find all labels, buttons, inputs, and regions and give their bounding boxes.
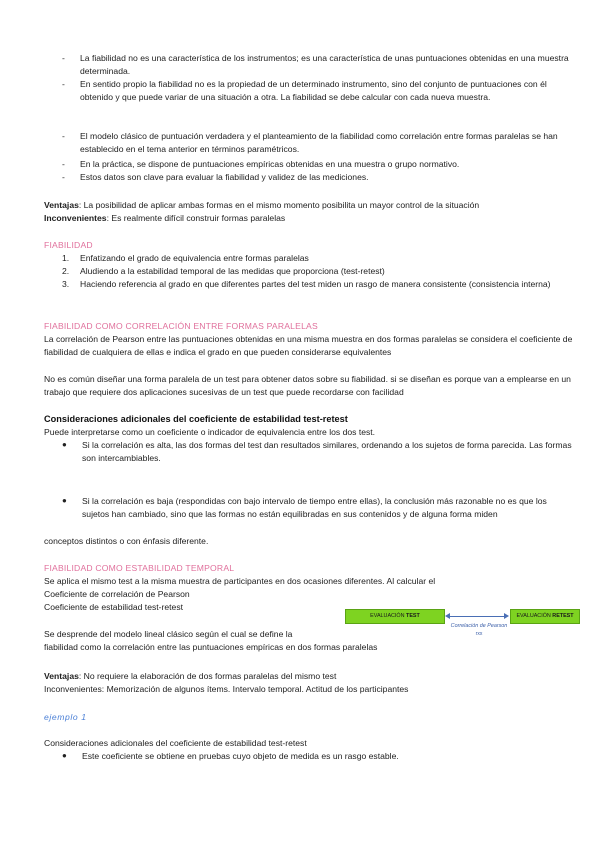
box-prefix: EVALUACIÓN	[516, 613, 551, 619]
paragraph: No es común diseñar una forma paralela de un test para obtener datos sobre su fiabilidad. si se diseñan es porque van a emplearse en un trabajo que requiere dos aplicaciones sucesivas de un test que puede recordarse con facilidad	[44, 374, 571, 397]
bullet-icon: ●	[62, 440, 67, 449]
ventajas-line	[44, 670, 574, 683]
list-item-text: Enfatizando el grado de equivalencia entre formas paralelas	[80, 253, 309, 263]
dash-marker: -	[62, 53, 65, 63]
paragraph: Consideraciones adicionales del coeficiente de estabilidad test-retest	[44, 738, 307, 748]
arrow-right-icon	[504, 613, 509, 619]
inconvenientes-label: Inconvenientes	[44, 213, 107, 223]
list-number: 2.	[62, 266, 70, 276]
list-item-text: En sentido propio la fiabilidad no es la propiedad de un determinado instrumento, sino del conjunto de puntuaciones con él obtenido y que puede variar de una situación a otra. La fiabilidad se debe calcular con cada nueva muestra.	[80, 79, 547, 102]
arrow-line	[449, 616, 505, 617]
list-item-text: Aludiendo a la estabilidad temporal de las medidas que proporciona (test-retest)	[80, 266, 385, 276]
paragraph: conceptos distintos o con énfasis diferente.	[44, 536, 209, 546]
ventajas-label: Ventajas	[44, 200, 79, 210]
paragraph: fiabilidad como la correlación entre las puntuaciones empíricas en dos formas paralelas	[44, 642, 378, 652]
test-retest-diagram	[345, 609, 580, 643]
list-item-text: Estos datos son clave para evaluar la fiabilidad y validez de las mediciones.	[80, 172, 369, 182]
dash-marker: -	[62, 159, 65, 169]
paragraph: Coeficiente de correlación de Pearson	[44, 589, 190, 599]
dash-marker: -	[62, 131, 65, 141]
bullet-icon: ●	[62, 496, 67, 505]
example-link[interactable]: ejemplo 1	[44, 712, 87, 722]
list-item-text: El modelo clásico de puntuación verdadera y el planteamiento de la fiabilidad como correlación entre formas paralelas se han establecido en el tema anterior en términos paramétricos.	[80, 131, 558, 154]
paragraph: Se aplica el mismo test a la misma muestra de participantes en dos ocasiones diferentes. Al calcular el	[44, 576, 436, 586]
arrow-label: Correlación de Pearson	[450, 623, 508, 629]
section-heading-formas-paralelas: FIABILIDAD COMO CORRELACIÓN ENTRE FORMAS PARALELAS	[44, 321, 318, 331]
list-item-text: La fiabilidad no es una característica de los instrumentos; es una característica de unas puntuaciones obtenidas en una muestra determinada.	[80, 53, 569, 76]
ventajas-text: : La posibilidad de aplicar ambas formas en el mismo momento posibilita un mayor control de la situación	[78, 200, 480, 210]
list-item-text: Si la correlación es alta, las dos formas del test dan resultados similares, ordenando a los sujetos de forma parecida. Las formas son intercambiables.	[82, 440, 572, 463]
dash-marker: -	[62, 79, 65, 89]
section-heading-estabilidad: FIABILIDAD COMO ESTABILIDAD TEMPORAL	[44, 563, 235, 573]
list-number: 3.	[62, 279, 70, 289]
arrow-sublabel: rxx	[475, 631, 483, 637]
inconvenientes-line	[44, 212, 574, 225]
bullet-icon: ●	[62, 751, 67, 760]
paragraph: Se desprende del modelo lineal clásico según el cual se define la	[44, 629, 293, 639]
ventajas-text: : No requiere la elaboración de dos formas paralelas del mismo test	[78, 671, 337, 681]
evaluacion-retest-box	[510, 609, 580, 624]
paragraph: La correlación de Pearson entre las puntuaciones obtenidas en una misma muestra en dos formas paralelas se considera el coeficiente de fiabilidad de cualquiera de ellas e indica el grado en que pueden considerarse equivalentes	[44, 334, 573, 357]
ventajas-label: Ventajas	[44, 671, 79, 681]
inconvenientes-text: : Es realmente difícil construir formas paralelas	[106, 213, 286, 223]
evaluacion-test-box	[345, 609, 445, 624]
section-heading-consideraciones: Consideraciones adicionales del coeficiente de estabilidad test-retest	[44, 414, 348, 424]
list-item-text: En la práctica, se dispone de puntuaciones empíricas obtenidas en una muestra o grupo normativo.	[80, 159, 460, 169]
list-item-text: Si la correlación es baja (respondidas con bajo intervalo de tiempo entre ellas), la conclusión más razonable no es que los sujetos han cambiado, sino que las formas no están equilibradas en sus contenidos y de alguna forma miden	[82, 496, 547, 519]
box-strong: TEST	[406, 613, 420, 619]
paragraph: Coeficiente de estabilidad test-retest	[44, 602, 184, 612]
section-heading-fiabilidad: FIABILIDAD	[44, 240, 93, 250]
dash-marker: -	[62, 172, 65, 182]
list-item-text: Este coeficiente se obtiene en pruebas cuyo objeto de medida es un rasgo estable.	[82, 751, 399, 761]
ventajas-line	[44, 199, 574, 212]
box-prefix: EVALUACIÓN	[370, 613, 405, 619]
inconvenientes-line: Inconvenientes: Memorización de algunos ítems. Intervalo temporal. Actitud de los participantes	[44, 684, 409, 694]
list-item-text: Haciendo referencia al grado en que diferentes partes del test miden un rasgo de manera consistente (consistencia interna)	[80, 279, 551, 289]
box-strong: RETEST	[552, 613, 574, 619]
paragraph: Puede interpretarse como un coeficiente o indicador de equivalencia entre los dos test.	[44, 427, 376, 437]
list-number: 1.	[62, 253, 70, 263]
